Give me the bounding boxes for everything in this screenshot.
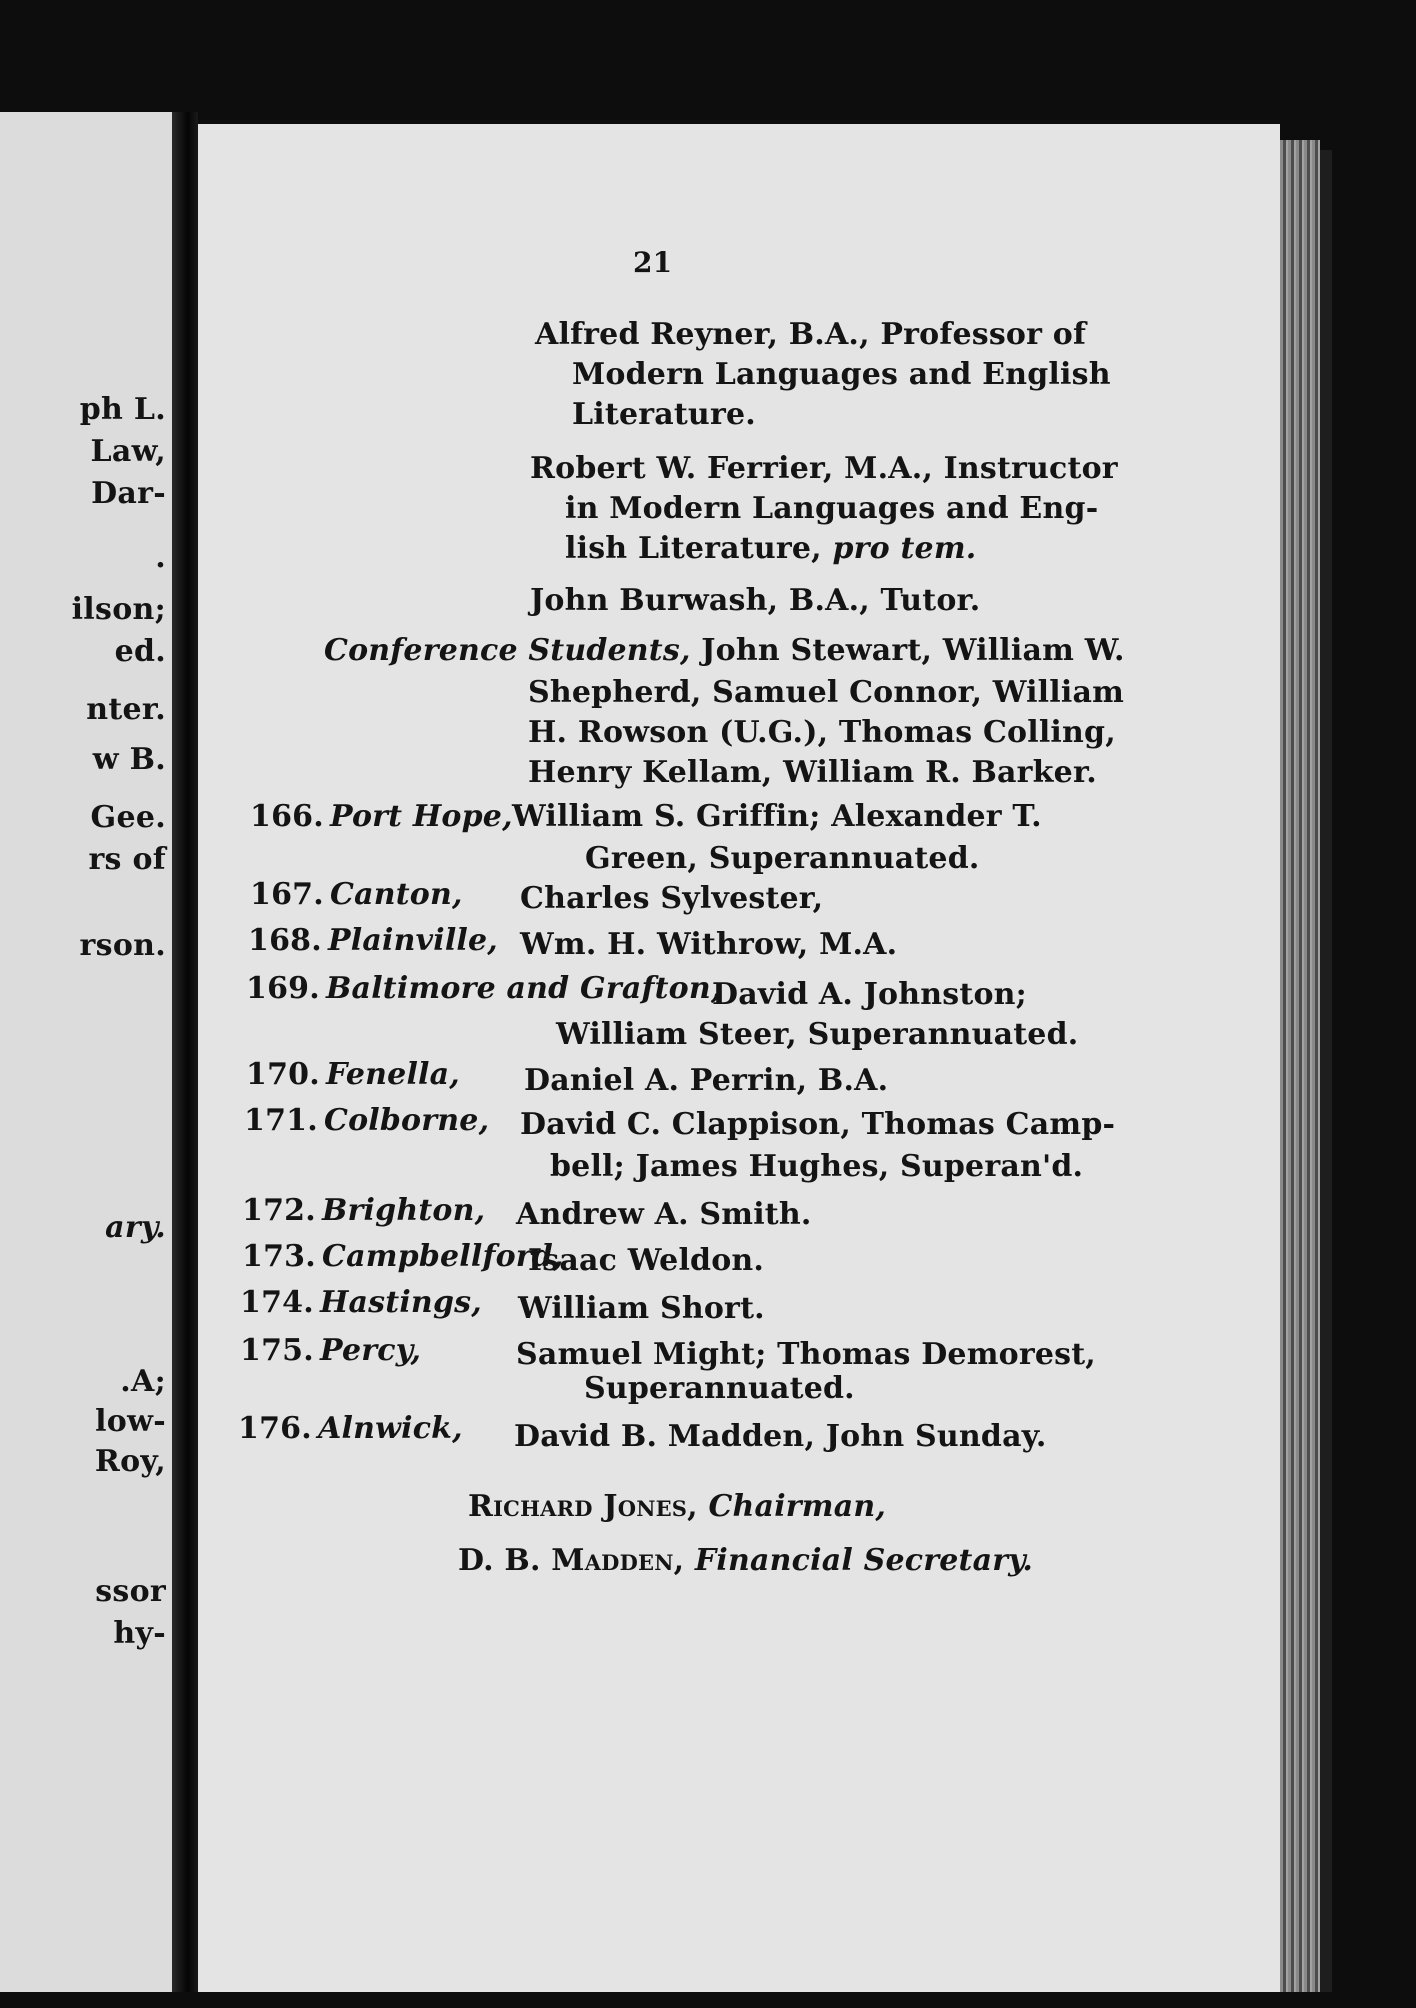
left-fragment: Law, bbox=[90, 434, 166, 469]
station-number: 166. bbox=[250, 799, 324, 834]
station-ministers: William Steer, Superannuated. bbox=[556, 1017, 1079, 1052]
page-edges bbox=[1280, 140, 1320, 1992]
station-number: 174. bbox=[240, 1285, 314, 1320]
faculty-line: Modern Languages and English bbox=[572, 357, 1111, 392]
station-number: 175. bbox=[240, 1333, 314, 1368]
faculty-line: in Modern Languages and Eng- bbox=[565, 491, 1099, 526]
station-place: Hastings, bbox=[320, 1285, 482, 1320]
station-place: Alnwick, bbox=[318, 1411, 463, 1446]
station-ministers: Isaac Weldon. bbox=[528, 1243, 765, 1278]
station-ministers: David B. Madden, John Sunday. bbox=[514, 1419, 1047, 1454]
faculty-line: Literature. bbox=[572, 397, 756, 432]
station-ministers: Green, Superannuated. bbox=[585, 841, 980, 876]
station-ministers: David A. Johnston; bbox=[712, 977, 1027, 1012]
faculty-line: Alfred Reyner, B.A., Professor of bbox=[535, 317, 1087, 352]
left-fragment: ary. bbox=[105, 1210, 166, 1245]
station-ministers: Superannuated. bbox=[584, 1371, 855, 1406]
station-place: Fenella, bbox=[326, 1057, 460, 1092]
station-number: 172. bbox=[242, 1193, 316, 1228]
left-fragment: ssor bbox=[95, 1574, 166, 1609]
station-place: Port Hope, bbox=[330, 799, 513, 834]
station-number: 173. bbox=[242, 1239, 316, 1274]
left-fragment: w B. bbox=[92, 742, 166, 777]
station-number: 168. bbox=[248, 923, 322, 958]
left-fragment: hy- bbox=[113, 1616, 166, 1651]
page-number: 21 bbox=[633, 246, 673, 279]
left-fragment: Dar- bbox=[91, 476, 166, 511]
station-place: Colborne, bbox=[324, 1103, 490, 1138]
conference-line: Shepherd, Samuel Connor, William bbox=[528, 675, 1125, 710]
faculty-line: Robert W. Ferrier, M.A., Instructor bbox=[530, 451, 1118, 486]
station-number: 171. bbox=[244, 1103, 318, 1138]
left-fragment: . bbox=[155, 540, 166, 575]
station-number: 169. bbox=[246, 971, 320, 1006]
left-fragment: low- bbox=[95, 1404, 166, 1439]
station-number: 170. bbox=[246, 1057, 320, 1092]
signature-financial-secretary: D. B. Madden, Financial Secretary. bbox=[458, 1543, 1034, 1578]
station-place: Baltimore and Grafton, bbox=[326, 971, 722, 1006]
page-edge-shadow bbox=[1320, 150, 1332, 1992]
left-fragment: Gee. bbox=[90, 800, 166, 835]
station-place: Canton, bbox=[330, 877, 463, 912]
left-fragment: ed. bbox=[114, 634, 166, 669]
station-place: Brighton, bbox=[322, 1193, 486, 1228]
station-ministers: bell; James Hughes, Superan'd. bbox=[550, 1149, 1084, 1184]
station-place: Campbellford, bbox=[322, 1239, 564, 1274]
station-ministers: William S. Griffin; Alexander T. bbox=[512, 799, 1042, 834]
book-gutter bbox=[172, 112, 198, 1992]
station-ministers: William Short. bbox=[518, 1291, 765, 1326]
station-number: 176. bbox=[238, 1411, 312, 1446]
conference-line: Conference Students, John Stewart, William W. bbox=[324, 633, 1125, 668]
station-ministers: Andrew A. Smith. bbox=[516, 1197, 812, 1232]
conference-line: Henry Kellam, William R. Barker. bbox=[528, 755, 1097, 790]
conference-line: H. Rowson (U.G.), Thomas Colling, bbox=[528, 715, 1116, 750]
station-place: Plainville, bbox=[328, 923, 498, 958]
faculty-line: lish Literature, pro tem. bbox=[565, 531, 977, 566]
station-ministers: David C. Clappison, Thomas Camp- bbox=[520, 1107, 1116, 1142]
station-ministers: Charles Sylvester, bbox=[520, 881, 824, 916]
station-ministers: Daniel A. Perrin, B.A. bbox=[524, 1063, 889, 1098]
left-fragment: rs of bbox=[88, 842, 166, 877]
station-number: 167. bbox=[250, 877, 324, 912]
left-fragment: rson. bbox=[79, 928, 166, 963]
signature-chairman: Richard Jones, Chairman, bbox=[468, 1489, 887, 1524]
left-fragment: nter. bbox=[86, 692, 166, 727]
left-fragment: ilson; bbox=[71, 592, 166, 627]
faculty-line: John Burwash, B.A., Tutor. bbox=[530, 583, 981, 618]
left-fragment: ph L. bbox=[79, 392, 166, 427]
station-ministers: Samuel Might; Thomas Demorest, bbox=[516, 1337, 1096, 1372]
left-fragment: Roy, bbox=[94, 1444, 166, 1479]
station-place: Percy, bbox=[320, 1333, 422, 1368]
facing-page-left bbox=[0, 112, 172, 1992]
station-ministers: Wm. H. Withrow, M.A. bbox=[520, 927, 898, 962]
left-fragment: .A; bbox=[120, 1364, 166, 1399]
